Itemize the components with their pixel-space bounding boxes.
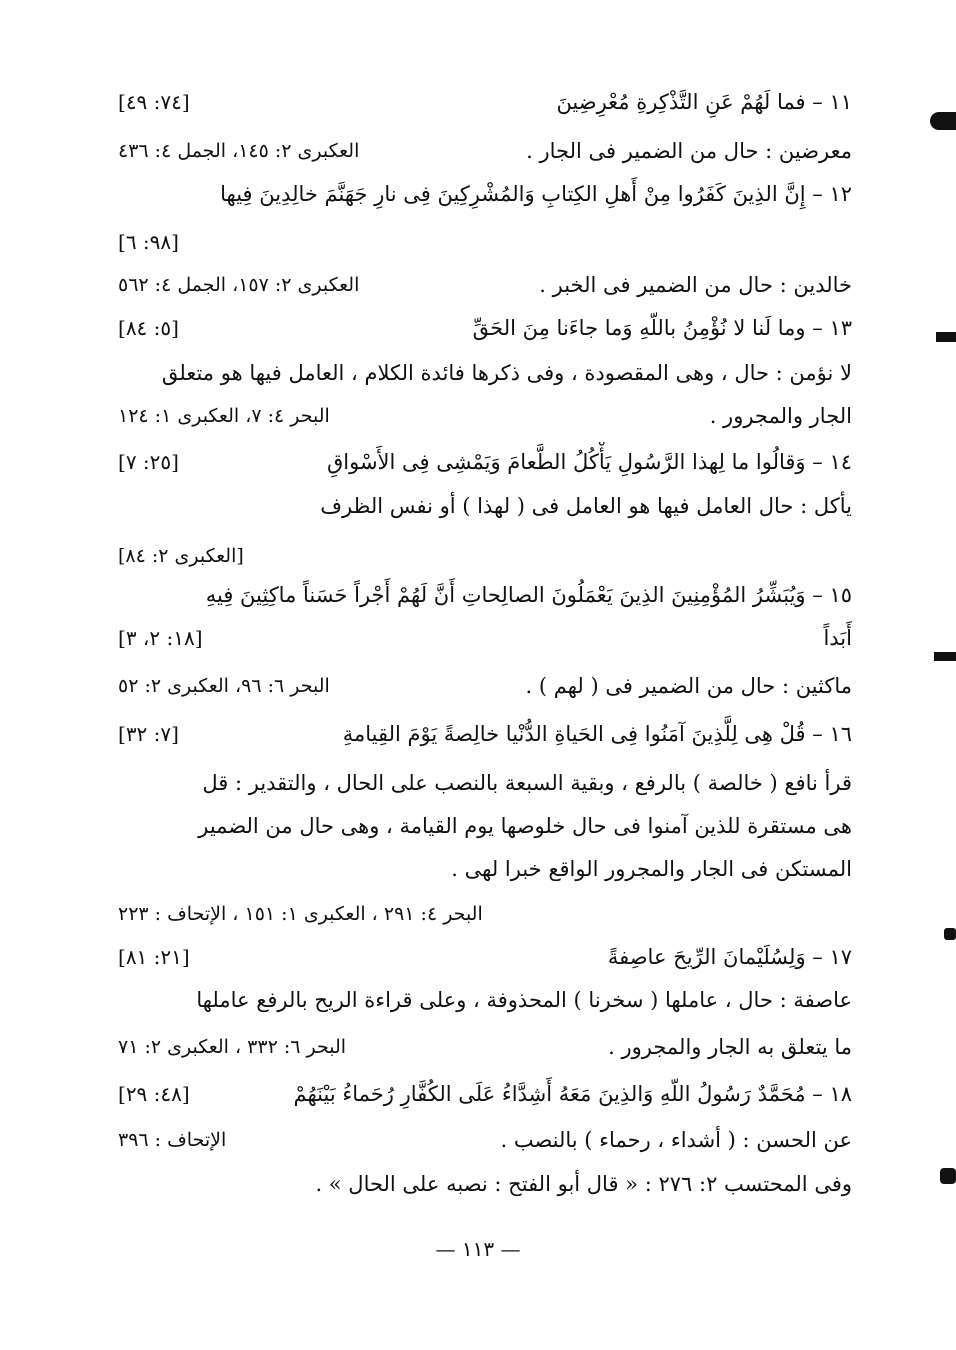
source-citation: [العكبرى ٢: ٨٤]	[118, 545, 244, 567]
commentary: عاصفة : حال ، عاملها ( سخرنا ) المحذوفة ، وعلى قراءة الريح بالرفع عاملها	[196, 988, 852, 1012]
scan-artifact	[930, 112, 956, 130]
text-line-18	[118, 849, 852, 889]
text-line-4	[118, 222, 852, 262]
text-line-13	[118, 618, 852, 658]
verse-reference: [٤٨: ٢٩]	[118, 1082, 190, 1106]
commentary: الجار والمجرور .	[709, 404, 852, 428]
text-line-11	[118, 536, 852, 576]
commentary: عن الحسن : ( أشداء ، رحماء ) بالنصب .	[500, 1128, 852, 1152]
verse-16: ١٦ – قُلْ هِى لِلَّذِينَ آمَنُوا فِى الحَياةِ الدُّنْيا خالِصةً يَوْمَ القِيامةِ	[342, 722, 852, 746]
text-line-16	[118, 763, 852, 803]
verse-14: ١٤ – وَقالُوا ما لِهذا الرَّسُولِ يَأْكُلُ الطَّعامَ وَيَمْشِى فِى الأَسْواقِ	[326, 450, 852, 474]
scan-artifact	[936, 332, 956, 342]
text-line-23	[118, 1074, 852, 1114]
verse-reference: [٧٤: ٤٩]	[118, 90, 190, 114]
verse-15: ١٥ – وَيُبَشِّرُ المُؤْمِنِينَ الذِينَ يَعْمَلُونَ الصالِحاتِ أَنَّ لَهُمْ أَجْراً حَسَناً ماكِثِينَ فِيهِ	[205, 583, 852, 607]
text-line-17	[118, 806, 852, 846]
commentary: وفى المحتسب ٢: ٢٧٦ : « قال أبو الفتح : نصبه على الحال » .	[315, 1172, 852, 1196]
verse-reference: [٥: ٨٤]	[118, 316, 179, 340]
commentary: المستكن فى الجار والمجرور الواقع خبرا لهى .	[451, 857, 852, 881]
text-line-5	[118, 265, 852, 305]
scan-artifact	[944, 928, 956, 940]
verse-17: ١٧ – وَلِسُلَيْمانَ الرِّيحَ عاصِفةً	[607, 945, 852, 969]
commentary: قرأ نافع ( خالصة ) بالرفع ، وبقية السبعة بالنصب على الحال ، والتقدير : قل	[202, 771, 852, 795]
text-line-14	[118, 666, 852, 706]
text-line-21	[118, 980, 852, 1020]
source-citation: الإتحاف : ٣٩٦	[118, 1129, 227, 1151]
commentary: ماكثين : حال من الضمير فى ( لهم ) .	[525, 674, 852, 698]
text-line-7	[118, 353, 852, 393]
verse-reference: [١٨: ٢، ٣]	[118, 626, 203, 650]
text-line-12	[118, 575, 852, 615]
text-line-19	[118, 894, 852, 934]
verse-11: ١١ – فما لَهُمْ عَنِ التَّذْكِرةِ مُعْرِضِينَ	[556, 90, 852, 114]
source-citation: البحر ٦: ٣٣٢ ، العكبرى ٢: ٧١	[118, 1036, 347, 1058]
verse-reference: [٩٨: ٦]	[118, 230, 179, 254]
text-line-3	[118, 174, 852, 214]
scan-artifact	[934, 652, 956, 661]
text-line-25	[118, 1164, 852, 1204]
text-line-15	[118, 714, 852, 754]
page-number: — ١١٣ —	[435, 1237, 521, 1261]
commentary: هى مستقرة للذين آمنوا فى حال خلوصها يوم القيامة ، وهى حال من الضمير	[198, 814, 852, 838]
text-line-10	[118, 486, 852, 526]
scan-artifact	[940, 1168, 956, 1184]
verse-15-continued: أَبَداً	[823, 626, 852, 650]
verse-reference: [٧: ٣٢]	[118, 722, 179, 746]
verse-18: ١٨ – مُحَمَّدٌ رَسُولُ اللّهِ وَالذِينَ مَعَهُ أَشِدَّاءُ عَلَى الكُفَّارِ رُحَماءُ بَيْنَهُمْ	[293, 1082, 852, 1106]
source-citation: العكبرى ٢: ١٥٧، الجمل ٤: ٥٦٢	[118, 274, 360, 296]
text-line-24	[118, 1120, 852, 1160]
source-citation: البحر ٤: ٧، العكبرى ١: ١٢٤	[118, 405, 330, 427]
verse-12: ١٢ – إِنَّ الذِينَ كَفَرُوا مِنْ أَهلِ الكِتابِ وَالمُشْرِكِينَ فِى نارِ جَهَنَّمَ خالِدِينَ فِيها	[220, 182, 852, 206]
text-line-6	[118, 308, 852, 348]
verse-reference: [٢١: ٨١]	[118, 945, 190, 969]
text-line-20	[118, 937, 852, 977]
text-line-8	[118, 396, 852, 436]
text-line-22	[118, 1027, 852, 1067]
text-line-2	[118, 131, 852, 171]
commentary: معرضين : حال من الضمير فى الجار .	[526, 139, 852, 163]
source-citation: البحر ٤: ٢٩١ ، العكبرى ١: ١٥١ ، الإتحاف : ٢٢٣	[118, 903, 483, 925]
verse-13: ١٣ – وما لَنا لا نُؤْمِنُ باللّهِ وَما جاءَنا مِنَ الحَقِّ	[472, 316, 852, 340]
verse-reference: [٢٥: ٧]	[118, 450, 179, 474]
text-line-1	[118, 82, 852, 122]
commentary: لا نؤمن : حال ، وهى المقصودة ، وفى ذكرها فائدة الكلام ، العامل فيها هو متعلق	[161, 361, 852, 385]
source-citation: العكبرى ٢: ١٤٥، الجمل ٤: ٤٣٦	[118, 140, 360, 162]
commentary: يأكل : حال العامل فيها هو العامل فى ( لهذا ) أو نفس الظرف	[320, 494, 852, 518]
commentary: ما يتعلق به الجار والمجرور .	[608, 1035, 852, 1059]
text-line-9	[118, 442, 852, 482]
source-citation: البحر ٦: ٩٦، العكبرى ٢: ٥٢	[118, 675, 330, 697]
commentary: خالدين : حال من الضمير فى الخبر .	[539, 273, 852, 297]
